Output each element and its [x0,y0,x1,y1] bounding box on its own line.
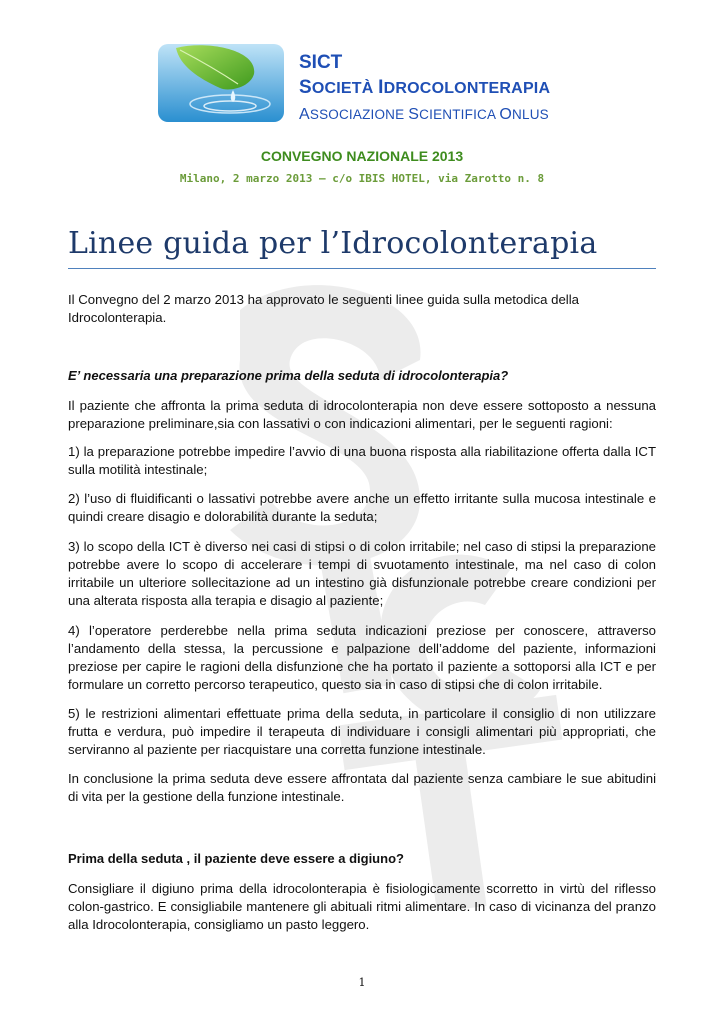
society-name: SOCIETÀ IDROCOLONTERAPIA [299,77,551,98]
page-title: Linee guida per l’Idrocolonterapia [68,226,598,261]
question-preparation: E’ necessaria una preparazione prima della seduta di idrocolonterapia? [68,368,509,383]
reason-5: 5) le restrizioni alimentari effettuate prima della seduta, in particolare il consiglio di non utilizzare frutta e verdura, può impedire il terapeuta di individuare i consigli alimentari più appropriati, che serviranno al paziente per riacquistare una corretta funzione intestinale. [68,706,656,757]
reason-1: 1) la preparazione potrebbe impedire l’avvio di una buona risposta alla riabilitazione offerta dalla ICT sulla motilità intestinale; [68,444,656,477]
reason-3: 3) lo scopo della ICT è diverso nei casi di stipsi o di colon irritabile; nel caso di stipsi la preparazione potrebbe avere lo scopo di accelerare i tempi di svuotamento intestinale, ma nel caso di colon irritabile un ulteriore sollecitazione ad un intestino già disfunzionale potrebbe creare condizioni per una alterata risposta alla terapia e disagio al paziente; [68,539,656,608]
leaf-water-drop-icon [158,44,284,122]
sict-logo [158,44,284,122]
org-acronym: SICT [299,52,343,73]
answer-intro-paragraph: Il paziente che affronta la prima seduta di idrocolonterapia non deve essere sottoposto a nessuna preparazione preliminare,sia con lassativi o con indicazioni alimentari, per le seguenti ragioni: [68,398,656,431]
intro-paragraph: Il Convegno del 2 marzo 2013 ha approvato le seguenti linee guida sulla metodica della Idrocolonterapia. [68,292,579,325]
question-fasting: Prima della seduta , il paziente deve essere a digiuno? [68,851,404,866]
association-name: ASSOCIAZIONE SCIENTIFICA ONLUS [299,106,549,123]
title-divider [68,268,656,269]
conclusion-paragraph: In conclusione la prima seduta deve essere affrontata dal paziente senza cambiare le sue abitudini di vita per la gestione della funzione intestinale. [68,771,656,804]
page-number: 1 [358,976,366,989]
reason-2: 2) l’uso di fluidificanti o lassativi potrebbe avere anche un effetto irritante sulla mucosa intestinale e quindi creare disagio e dolorabilità durante la seduta; [68,491,656,524]
convegno-title: CONVEGNO NAZIONALE 2013 [260,148,464,164]
convegno-subtitle: Milano, 2 marzo 2013 – c/o IBIS HOTEL, via Zarotto n. 8 [179,172,545,185]
reason-4: 4) l’operatore perderebbe nella prima seduta indicazioni preziose per conoscere, attraverso l’andamento della stessa, la percussione e palpazione dell’addome del paziente, informazioni preziose per capire le ragioni della disfunzione che ha portato il paziente a sottoporsi alla ICT e per formulare un corretto percorso terapeutico, questo sia in caso di stipsi che di colon irritabile. [68,623,656,692]
organization-header [299,52,550,124]
answer-fasting-paragraph: Consigliare il digiuno prima della idrocolonterapia è fisiologicamente scorretto in virtù del riflesso colon-gastrico. E consigliabile mantenere gli abituali ritmi alimentare. In caso di vicinanza del pranzo alla Idrocolonterapia, consigliamo un pasto leggero. [68,881,656,932]
